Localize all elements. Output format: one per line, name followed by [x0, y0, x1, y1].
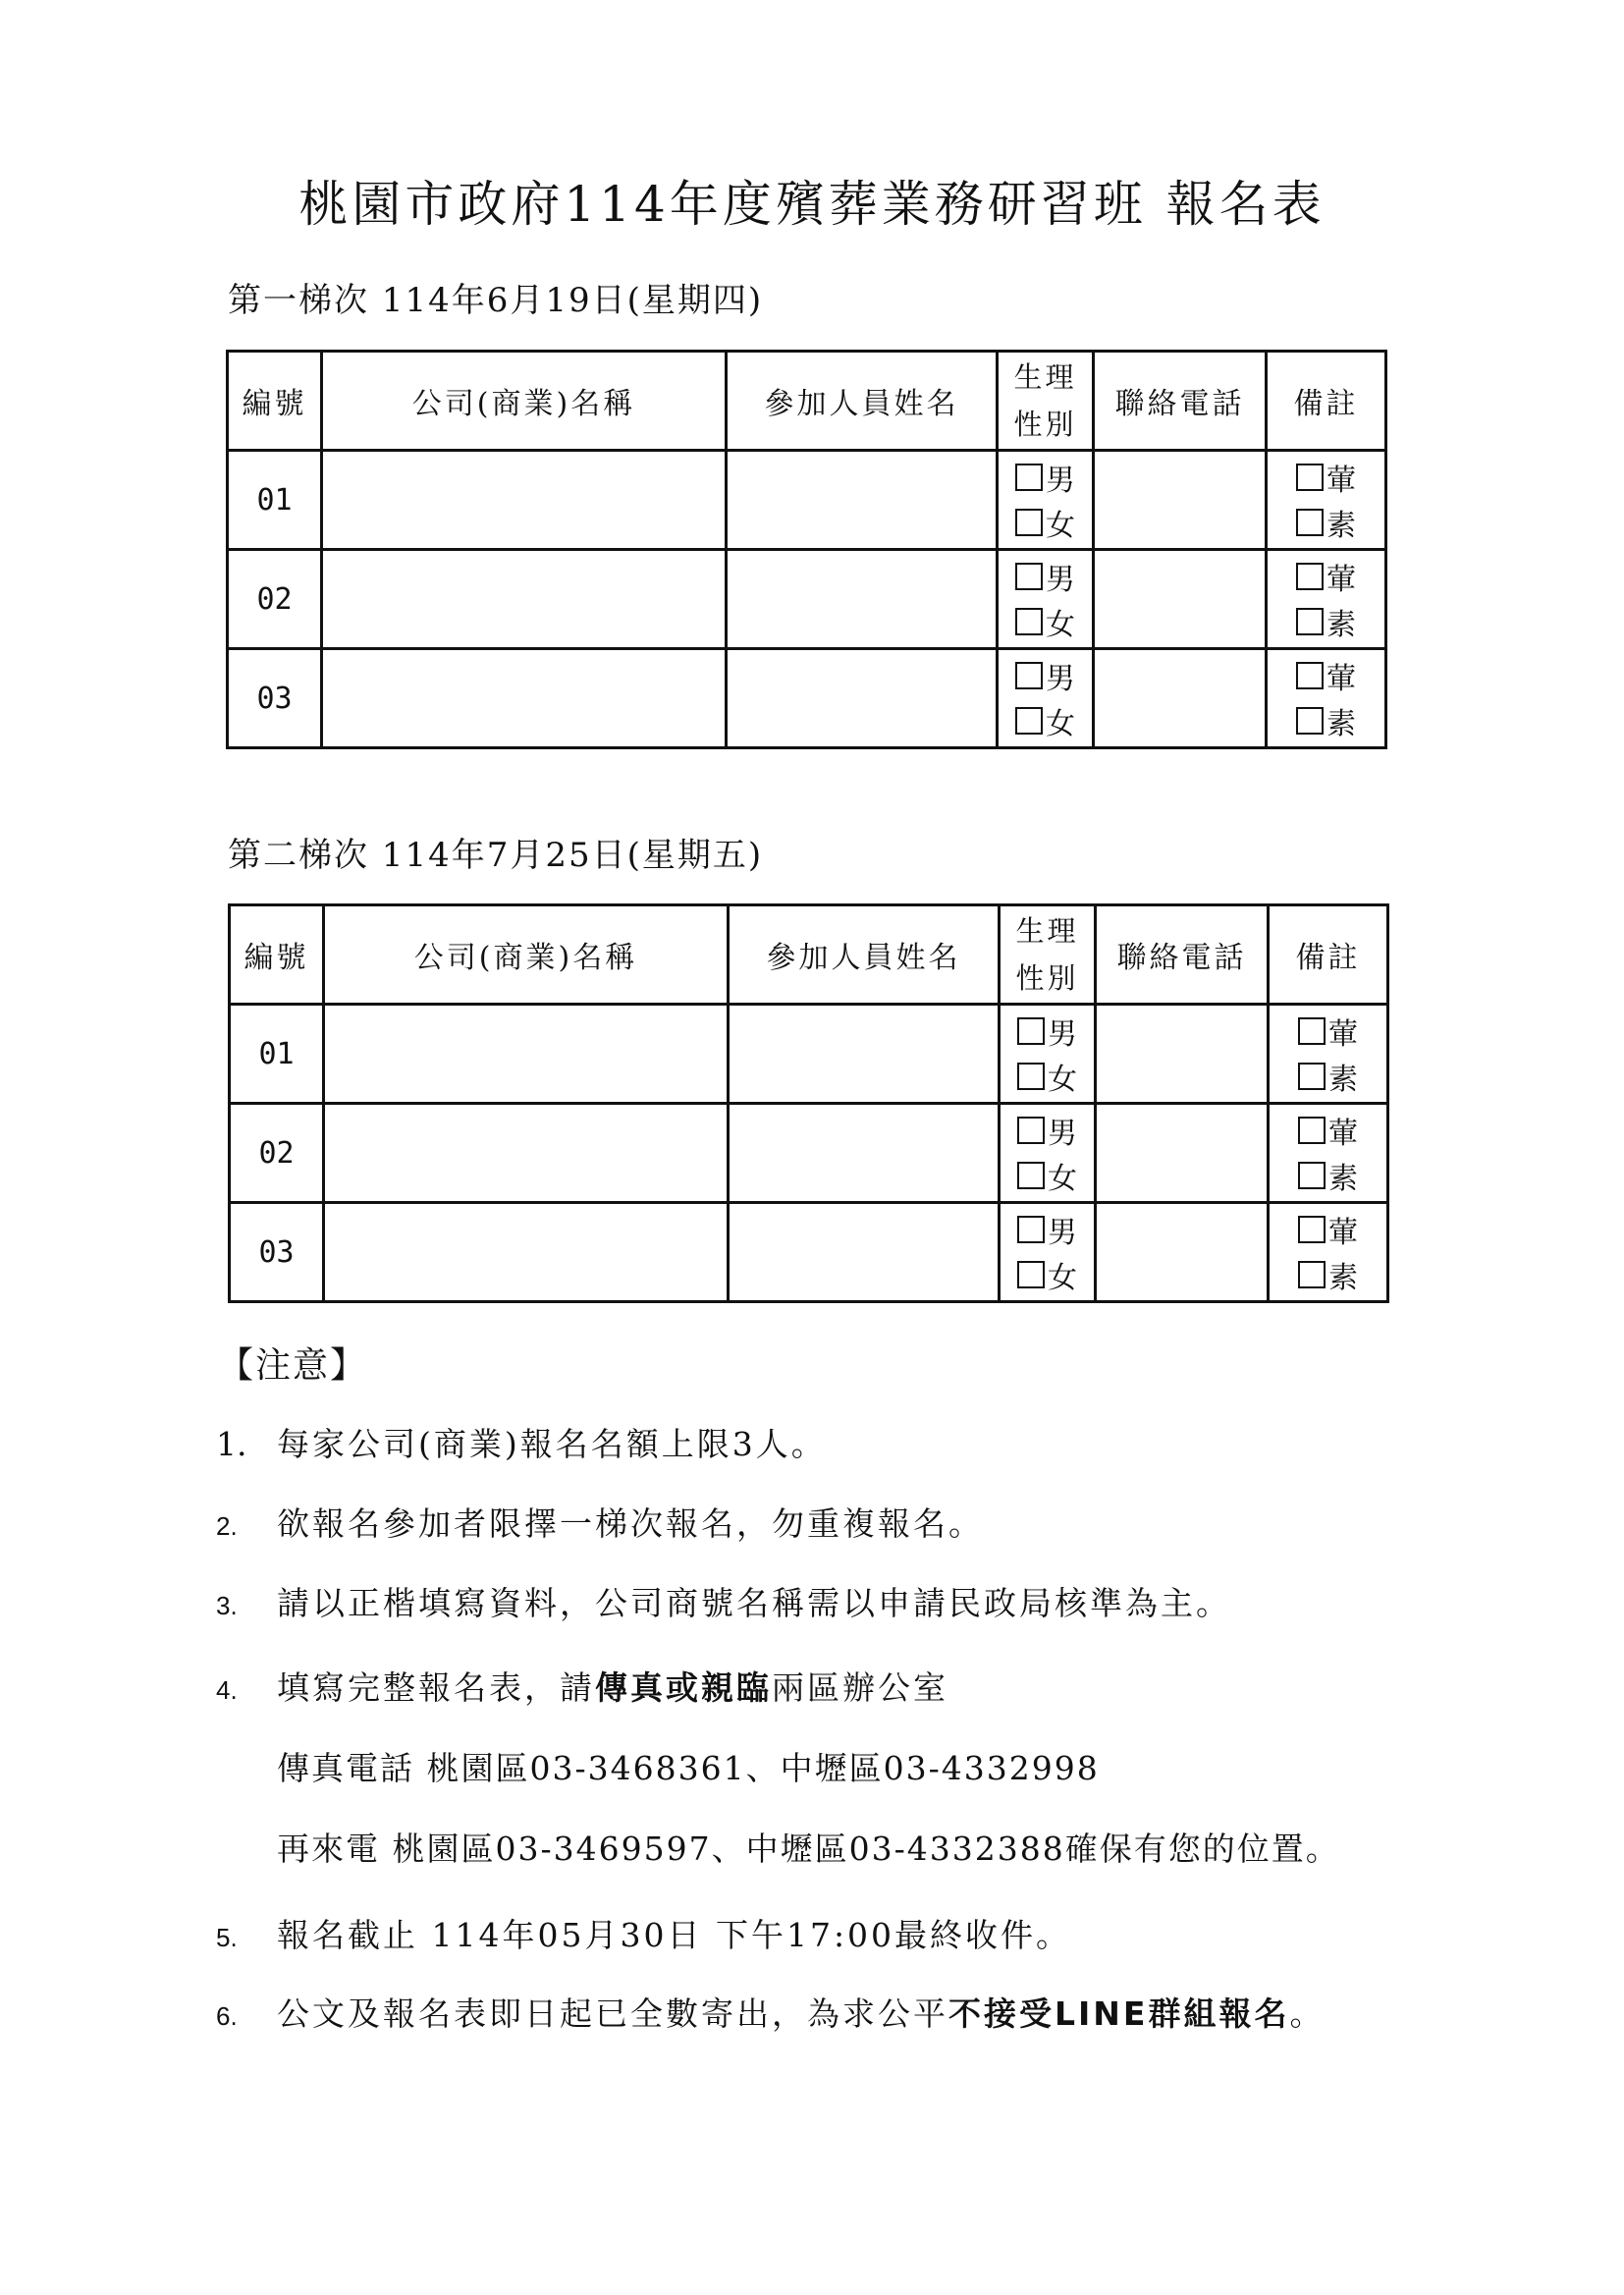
- checkbox-icon[interactable]: [1298, 1261, 1326, 1288]
- meat-label: 葷: [1328, 1117, 1358, 1151]
- vegetarian-label: 素: [1326, 707, 1356, 741]
- checkbox-icon[interactable]: [1296, 563, 1324, 590]
- checkbox-icon[interactable]: [1298, 1117, 1326, 1144]
- meat-label: 葷: [1326, 464, 1356, 498]
- meat-label: 葷: [1328, 1216, 1358, 1250]
- checkbox-icon[interactable]: [1017, 1261, 1045, 1288]
- female-label: 女: [1046, 707, 1075, 741]
- male-label: 男: [1048, 1216, 1077, 1250]
- diet-options: [1267, 451, 1386, 550]
- row-number: 01: [230, 1005, 324, 1104]
- checkbox-icon[interactable]: [1017, 1216, 1045, 1243]
- header-participant-name: 參加人員姓名: [729, 905, 1000, 1005]
- female-label: 女: [1048, 1261, 1077, 1295]
- note-item: [216, 1663, 948, 1709]
- header-company: 公司(商業)名稱: [322, 352, 727, 451]
- note-text: 請以正楷填寫資料，公司商號名稱需以申請民政局核準為主。: [277, 1584, 1231, 1622]
- vegetarian-option[interactable]: [1268, 599, 1384, 644]
- vegetarian-option[interactable]: [1270, 1252, 1386, 1297]
- phone-field[interactable]: [1096, 1104, 1269, 1203]
- checkbox-icon[interactable]: [1017, 1063, 1045, 1090]
- fax-numbers-line: 傳真電話 桃園區03-3468361、中壢區03-4332998: [277, 1749, 1100, 1787]
- note-text: 欲報名參加者限擇一梯次報名，勿重複報名。: [277, 1504, 984, 1543]
- note-number: 1.: [216, 1425, 247, 1463]
- female-label: 女: [1046, 509, 1075, 543]
- female-option[interactable]: [999, 500, 1092, 545]
- checkbox-icon[interactable]: [1017, 1017, 1045, 1045]
- vegetarian-option[interactable]: [1270, 1054, 1386, 1099]
- note-number: 2.: [216, 1511, 238, 1541]
- meat-option[interactable]: [1270, 1108, 1386, 1153]
- male-label: 男: [1046, 563, 1075, 597]
- female-option[interactable]: [1001, 1252, 1094, 1297]
- company-field[interactable]: [322, 550, 727, 649]
- notes-heading: 【注意】: [218, 1345, 368, 1386]
- header-number: 編號: [228, 352, 322, 451]
- vegetarian-option[interactable]: [1270, 1153, 1386, 1198]
- checkbox-icon[interactable]: [1017, 1162, 1045, 1189]
- female-option[interactable]: [1001, 1054, 1094, 1099]
- female-label: 女: [1048, 1063, 1077, 1097]
- note-text: 每家公司(商業)報名名額上限3人。: [277, 1425, 827, 1463]
- meat-option[interactable]: [1268, 554, 1384, 599]
- meat-option[interactable]: [1268, 653, 1384, 698]
- participant-name-field[interactable]: [729, 1104, 1000, 1203]
- note-text: 填寫完整報名表，請: [277, 1668, 595, 1707]
- header-phone: 聯絡電話: [1094, 352, 1267, 451]
- vegetarian-option[interactable]: [1268, 500, 1384, 545]
- checkbox-icon[interactable]: [1015, 464, 1043, 491]
- male-label: 男: [1048, 1017, 1077, 1052]
- company-field[interactable]: [322, 649, 727, 748]
- table-row: [230, 1104, 1388, 1203]
- checkbox-icon[interactable]: [1015, 509, 1043, 536]
- diet-options: [1269, 1203, 1388, 1302]
- checkbox-icon[interactable]: [1298, 1017, 1326, 1045]
- checkbox-icon[interactable]: [1296, 707, 1324, 735]
- header-number: 編號: [230, 905, 324, 1005]
- checkbox-icon[interactable]: [1296, 509, 1324, 536]
- male-option[interactable]: [1001, 1108, 1094, 1153]
- company-field[interactable]: [324, 1203, 729, 1302]
- meat-label: 葷: [1326, 563, 1356, 597]
- header-note: 備註: [1269, 905, 1388, 1005]
- page-title: 桃園市政府114年度殯葬業務研習班 報名表: [298, 176, 1326, 233]
- vegetarian-label: 素: [1328, 1063, 1358, 1097]
- vegetarian-option[interactable]: [1268, 698, 1384, 743]
- checkbox-icon[interactable]: [1298, 1063, 1326, 1090]
- row-number: 03: [228, 649, 322, 748]
- meat-option[interactable]: [1268, 455, 1384, 500]
- checkbox-icon[interactable]: [1296, 662, 1324, 689]
- company-field[interactable]: [322, 451, 727, 550]
- row-number: 02: [228, 550, 322, 649]
- male-option[interactable]: [1001, 1207, 1094, 1252]
- male-label: 男: [1046, 662, 1075, 696]
- note-emphasis: 傳真或親臨: [595, 1668, 772, 1707]
- participant-name-field[interactable]: [727, 451, 998, 550]
- registration-table-session-2: [228, 903, 1389, 1303]
- header-sex: [1000, 905, 1096, 1005]
- diet-options: [1267, 550, 1386, 649]
- checkbox-icon[interactable]: [1015, 563, 1043, 590]
- note-number: 3.: [216, 1591, 238, 1620]
- note-number: 5.: [216, 1923, 238, 1952]
- meat-label: 葷: [1328, 1017, 1358, 1052]
- company-field[interactable]: [324, 1104, 729, 1203]
- diet-options: [1269, 1005, 1388, 1104]
- female-option[interactable]: [999, 599, 1092, 644]
- sex-options: [1000, 1203, 1096, 1302]
- row-number: 01: [228, 451, 322, 550]
- meat-option[interactable]: [1270, 1207, 1386, 1252]
- phone-field[interactable]: [1094, 550, 1267, 649]
- sex-options: [998, 550, 1094, 649]
- note-text-after: 兩區辦公室: [772, 1668, 948, 1707]
- sex-options: [998, 649, 1094, 748]
- session-2-heading: 第二梯次 114年7月25日(星期五): [228, 836, 764, 875]
- header-sex-line2: 性別: [1015, 961, 1079, 995]
- sex-options: [1000, 1005, 1096, 1104]
- phone-field[interactable]: [1094, 649, 1267, 748]
- vegetarian-label: 素: [1326, 608, 1356, 642]
- male-option[interactable]: [1001, 1009, 1094, 1054]
- vegetarian-label: 素: [1328, 1162, 1358, 1196]
- note-number: 6.: [216, 2001, 238, 2031]
- female-label: 女: [1048, 1162, 1077, 1196]
- checkbox-icon[interactable]: [1017, 1117, 1045, 1144]
- phone-field[interactable]: [1096, 1005, 1269, 1104]
- row-number: 03: [230, 1203, 324, 1302]
- header-company: 公司(商業)名稱: [324, 905, 729, 1005]
- checkbox-icon[interactable]: [1296, 608, 1324, 635]
- female-option[interactable]: [999, 698, 1092, 743]
- diet-options: [1267, 649, 1386, 748]
- call-numbers-line: 再來電 桃園區03-3469597、中壢區03-4332388確保有您的位置。: [277, 1830, 1340, 1868]
- participant-name-field[interactable]: [727, 649, 998, 748]
- participant-name-field[interactable]: [729, 1203, 1000, 1302]
- sex-options: [1000, 1104, 1096, 1203]
- vegetarian-label: 素: [1326, 509, 1356, 543]
- sex-options: [998, 451, 1094, 550]
- participant-name-field[interactable]: [727, 550, 998, 649]
- header-phone: 聯絡電話: [1096, 905, 1269, 1005]
- female-label: 女: [1046, 608, 1075, 642]
- note-text: 公文及報名表即日起已全數寄出，為求公平: [277, 1994, 948, 2033]
- note-text: 報名截止 114年05月30日 下午17:00最終收件。: [277, 1916, 1072, 1954]
- note-item: [216, 1989, 1325, 2035]
- male-label: 男: [1048, 1117, 1077, 1151]
- diet-options: [1269, 1104, 1388, 1203]
- header-sex-line1: 生理: [1013, 360, 1077, 394]
- note-item: [216, 1910, 1071, 1956]
- table-row: [230, 1005, 1388, 1104]
- table-row: [228, 451, 1386, 550]
- registration-table-session-1: [226, 350, 1387, 749]
- checkbox-icon[interactable]: [1015, 608, 1043, 635]
- meat-option[interactable]: [1270, 1009, 1386, 1054]
- phone-field[interactable]: [1094, 451, 1267, 550]
- header-sex-line1: 生理: [1015, 914, 1079, 948]
- note-number: 4.: [216, 1675, 238, 1705]
- male-label: 男: [1046, 464, 1075, 498]
- male-option[interactable]: [999, 653, 1092, 698]
- checkbox-icon[interactable]: [1296, 464, 1324, 491]
- note-item: [216, 1419, 827, 1465]
- vegetarian-label: 素: [1328, 1261, 1358, 1295]
- female-option[interactable]: [1001, 1153, 1094, 1198]
- participant-name-field[interactable]: [729, 1005, 1000, 1104]
- table-header-row: [230, 905, 1388, 1005]
- checkbox-icon[interactable]: [1015, 662, 1043, 689]
- note-emphasis: 不接受LINE群組報名: [948, 1994, 1290, 2033]
- note-item: [216, 1499, 984, 1545]
- checkbox-icon[interactable]: [1015, 707, 1043, 735]
- meat-label: 葷: [1326, 662, 1356, 696]
- table-row: [228, 550, 1386, 649]
- header-sex-line2: 性別: [1013, 408, 1077, 441]
- table-row: [228, 649, 1386, 748]
- session-1-heading: 第一梯次 114年6月19日(星期四): [228, 281, 764, 320]
- male-option[interactable]: [999, 455, 1092, 500]
- checkbox-icon[interactable]: [1298, 1162, 1326, 1189]
- header-sex: [998, 352, 1094, 451]
- table-header-row: [228, 352, 1386, 451]
- header-participant-name: 參加人員姓名: [727, 352, 998, 451]
- company-field[interactable]: [324, 1005, 729, 1104]
- note-text-after: 。: [1289, 1994, 1326, 2033]
- phone-field[interactable]: [1096, 1203, 1269, 1302]
- checkbox-icon[interactable]: [1298, 1216, 1326, 1243]
- row-number: 02: [230, 1104, 324, 1203]
- male-option[interactable]: [999, 554, 1092, 599]
- header-note: 備註: [1267, 352, 1386, 451]
- note-item: [216, 1578, 1231, 1624]
- table-row: [230, 1203, 1388, 1302]
